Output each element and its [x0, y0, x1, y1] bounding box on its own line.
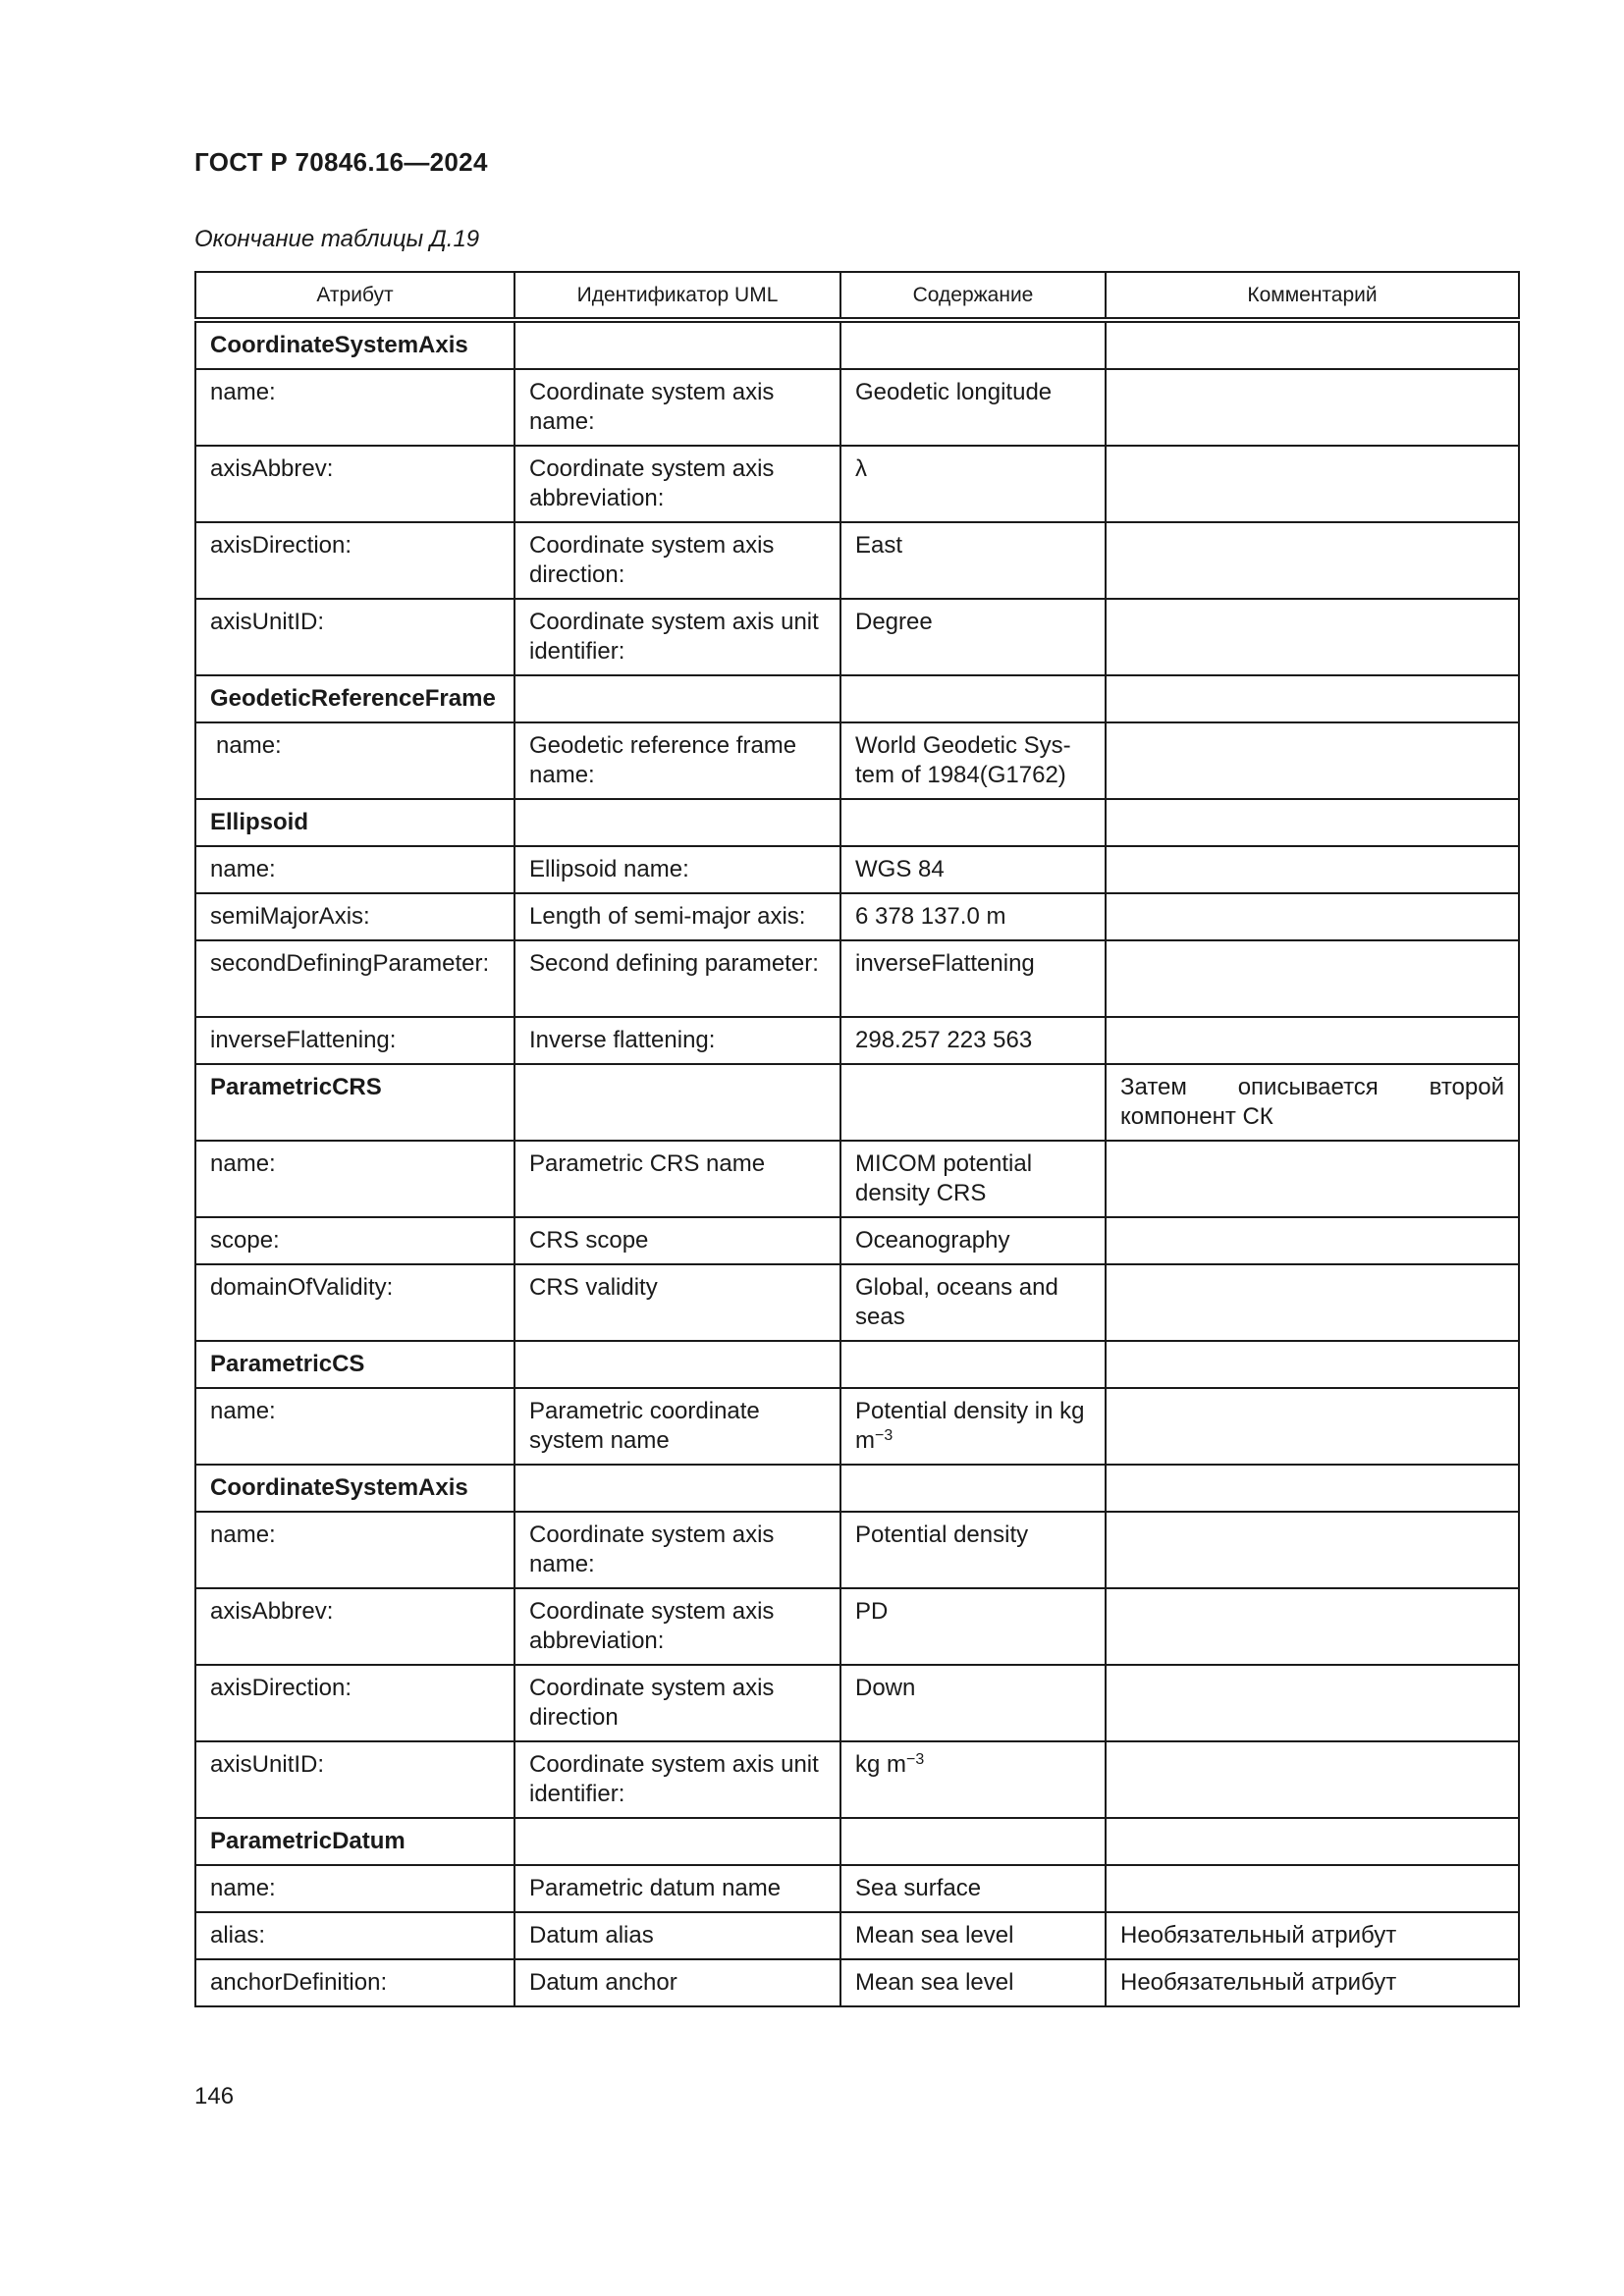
- cell-attribute-text: name:: [210, 1875, 276, 1901]
- cell-attribute-text: Ellipsoid: [210, 809, 309, 835]
- cell-attribute-text: name:: [216, 732, 282, 759]
- cell-content: [840, 893, 1106, 940]
- cell-attribute-text: name:: [210, 1150, 276, 1177]
- cell-uml-identifier-text: Datum anchor: [529, 1969, 677, 1996]
- cell-attribute: [195, 446, 514, 522]
- cell-content: [840, 1465, 1106, 1512]
- cell-uml-identifier-text: Parametric coordinate system name: [529, 1398, 760, 1454]
- table-row: [195, 1959, 1519, 2006]
- cell-attribute: [195, 320, 514, 369]
- cell-content: [840, 1818, 1106, 1865]
- cell-content: [840, 1665, 1106, 1741]
- table-row: [195, 1588, 1519, 1665]
- cell-content: [840, 940, 1106, 1017]
- column-header-content: Содержание: [840, 272, 1106, 320]
- cell-content-text: λ: [855, 455, 867, 482]
- cell-content: [840, 1064, 1106, 1141]
- cell-attribute: [195, 722, 514, 799]
- cell-comment: [1106, 675, 1519, 722]
- cell-comment-text: Необязательный атрибут: [1120, 1922, 1397, 1949]
- cell-attribute-text: name:: [210, 1398, 276, 1424]
- table-row: [195, 1017, 1519, 1064]
- cell-content: [840, 446, 1106, 522]
- cell-attribute: [195, 799, 514, 846]
- cell-uml-identifier-text: Second defining parameter:: [529, 950, 819, 977]
- cell-uml-identifier: [514, 1865, 840, 1912]
- table-row: [195, 846, 1519, 893]
- cell-attribute-text: axisDirection:: [210, 532, 352, 559]
- cell-content: [840, 1017, 1106, 1064]
- cell-comment-text: Затем описывается второй компонент СК: [1120, 1074, 1504, 1130]
- cell-uml-identifier: [514, 675, 840, 722]
- cell-content: [840, 1264, 1106, 1341]
- cell-content-text: Down: [855, 1675, 916, 1701]
- cell-comment: [1106, 1741, 1519, 1818]
- document-code: ГОСТ Р 70846.16—2024: [194, 147, 488, 177]
- table-header-row: [195, 272, 1519, 320]
- table-row: [195, 675, 1519, 722]
- cell-attribute-text: ParametricCS: [210, 1351, 365, 1377]
- cell-uml-identifier: [514, 1141, 840, 1217]
- cell-content: [840, 1512, 1106, 1588]
- column-header-attribute: Атрибут: [195, 272, 514, 320]
- cell-attribute: [195, 522, 514, 599]
- cell-attribute-text: GeodeticReferenceFrame: [210, 685, 496, 712]
- cell-comment: [1106, 446, 1519, 522]
- cell-uml-identifier-text: Coordinate system axis name:: [529, 379, 775, 435]
- cell-comment: [1106, 599, 1519, 675]
- cell-attribute: [195, 1912, 514, 1959]
- cell-content: [840, 1959, 1106, 2006]
- cell-uml-identifier: [514, 1512, 840, 1588]
- cell-comment: [1106, 940, 1519, 1017]
- cell-attribute: [195, 846, 514, 893]
- cell-uml-identifier: [514, 320, 840, 369]
- cell-content-text: Mean sea level: [855, 1969, 1014, 1996]
- cell-content: [840, 1912, 1106, 1959]
- cell-attribute: [195, 599, 514, 675]
- cell-uml-identifier-text: Coordinate system axis unit identifier:: [529, 609, 819, 665]
- cell-content: [840, 1588, 1106, 1665]
- cell-uml-identifier: [514, 599, 840, 675]
- table-row: [195, 1512, 1519, 1588]
- cell-attribute-text: name:: [210, 379, 276, 405]
- cell-content: [840, 1865, 1106, 1912]
- table-body: [195, 320, 1519, 2006]
- table-row: [195, 369, 1519, 446]
- cell-uml-identifier: [514, 1017, 840, 1064]
- cell-attribute-text: secondDefiningParameter:: [210, 950, 490, 977]
- cell-uml-identifier: [514, 1912, 840, 1959]
- cell-attribute-text: name:: [210, 856, 276, 882]
- unit-exponent: −3: [906, 1751, 925, 1768]
- cell-attribute-text: anchorDefinition:: [210, 1969, 388, 1996]
- cell-uml-identifier-text: Inverse flattening:: [529, 1027, 716, 1053]
- cell-content-text: kg m: [855, 1751, 907, 1778]
- table-row: [195, 722, 1519, 799]
- cell-content: [840, 320, 1106, 369]
- cell-uml-identifier-text: Coordinate system axis abbreviation:: [529, 455, 775, 511]
- cell-comment: [1106, 1465, 1519, 1512]
- cell-content-text: Degree: [855, 609, 933, 635]
- cell-content-text: Potential density: [855, 1522, 1029, 1548]
- table-row: [195, 893, 1519, 940]
- cell-content-text: Sea surface: [855, 1875, 982, 1901]
- cell-comment: [1106, 1341, 1519, 1388]
- cell-attribute-text: ParametricCRS: [210, 1074, 382, 1100]
- cell-content-text: PD: [855, 1598, 889, 1625]
- cell-comment: [1106, 522, 1519, 599]
- cell-content: [840, 675, 1106, 722]
- cell-attribute: [195, 1818, 514, 1865]
- table-row: [195, 446, 1519, 522]
- cell-uml-identifier-text: Coordinate system axis direction:: [529, 532, 775, 588]
- cell-attribute-text: CoordinateSystemAxis: [210, 332, 468, 358]
- cell-content-text: Geodetic longitude: [855, 379, 1053, 405]
- cell-attribute: [195, 1341, 514, 1388]
- table-row: [195, 320, 1519, 369]
- cell-comment: [1106, 1264, 1519, 1341]
- cell-content-text: MICOM potential density CRS: [855, 1150, 1033, 1206]
- cell-attribute: [195, 1959, 514, 2006]
- table-row: [195, 940, 1519, 1017]
- cell-uml-identifier-text: Coordinate system axis unit identifier:: [529, 1751, 819, 1807]
- cell-attribute: [195, 1512, 514, 1588]
- cell-content: [840, 722, 1106, 799]
- cell-content-text: World Geodetic Sys-tem of 1984(G1762): [855, 732, 1071, 788]
- cell-comment-text: Необязательный атрибут: [1120, 1969, 1397, 1996]
- cell-content: [840, 1388, 1106, 1465]
- cell-content: [840, 846, 1106, 893]
- cell-attribute: [195, 1264, 514, 1341]
- cell-comment: [1106, 1912, 1519, 1959]
- cell-attribute-text: axisAbbrev:: [210, 455, 334, 482]
- cell-uml-identifier: [514, 369, 840, 446]
- column-header-uml-identifier: Идентификатор UML: [514, 272, 840, 320]
- unit-exponent: −3: [875, 1427, 893, 1444]
- table-caption: Окончание таблицы Д.19: [194, 226, 480, 252]
- cell-content-text: inverseFlattening: [855, 950, 1035, 977]
- cell-attribute: [195, 1465, 514, 1512]
- table-row: [195, 1665, 1519, 1741]
- cell-attribute: [195, 1665, 514, 1741]
- cell-content: [840, 1217, 1106, 1264]
- cell-content-text: 298.257 223 563: [855, 1027, 1033, 1053]
- cell-content-text: Potential density in kg m: [855, 1398, 1085, 1454]
- cell-uml-identifier-text: Parametric CRS name: [529, 1150, 766, 1177]
- cell-attribute: [195, 1741, 514, 1818]
- cell-uml-identifier-text: Coordinate system axis direction: [529, 1675, 775, 1731]
- cell-content-text: Mean sea level: [855, 1922, 1014, 1949]
- cell-comment: [1106, 1388, 1519, 1465]
- cell-comment: [1106, 722, 1519, 799]
- cell-uml-identifier: [514, 940, 840, 1017]
- cell-comment: [1106, 893, 1519, 940]
- table-row: [195, 799, 1519, 846]
- cell-uml-identifier: [514, 1818, 840, 1865]
- cell-uml-identifier-text: Parametric datum name: [529, 1875, 782, 1901]
- cell-attribute: [195, 1217, 514, 1264]
- cell-uml-identifier: [514, 446, 840, 522]
- cell-uml-identifier: [514, 522, 840, 599]
- cell-content: [840, 1341, 1106, 1388]
- cell-attribute: [195, 940, 514, 1017]
- cell-content: [840, 1141, 1106, 1217]
- cell-attribute-text: axisUnitID:: [210, 1751, 325, 1778]
- cell-attribute: [195, 1141, 514, 1217]
- cell-uml-identifier-text: Coordinate system axis name:: [529, 1522, 775, 1577]
- cell-attribute-text: scope:: [210, 1227, 280, 1254]
- cell-comment: [1106, 1665, 1519, 1741]
- cell-comment: [1106, 1588, 1519, 1665]
- cell-attribute: [195, 1064, 514, 1141]
- cell-uml-identifier: [514, 1741, 840, 1818]
- table-row: [195, 522, 1519, 599]
- table-row: [195, 1064, 1519, 1141]
- table-row: [195, 599, 1519, 675]
- cell-uml-identifier-text: Geodetic reference frame name:: [529, 732, 797, 788]
- cell-attribute: [195, 1388, 514, 1465]
- table-row: [195, 1388, 1519, 1465]
- cell-uml-identifier-text: Coordinate system axis abbreviation:: [529, 1598, 775, 1654]
- cell-uml-identifier: [514, 1665, 840, 1741]
- cell-content-text: East: [855, 532, 903, 559]
- cell-content-text: Global, oceans and seas: [855, 1274, 1058, 1330]
- column-header-comment: Комментарий: [1106, 272, 1519, 320]
- table-row: [195, 1912, 1519, 1959]
- cell-uml-identifier: [514, 1388, 840, 1465]
- cell-comment: [1106, 1141, 1519, 1217]
- cell-uml-identifier: [514, 1217, 840, 1264]
- cell-content: [840, 369, 1106, 446]
- page-number: 146: [194, 2083, 235, 2109]
- cell-attribute-text: axisUnitID:: [210, 609, 325, 635]
- cell-comment: [1106, 1217, 1519, 1264]
- cell-attribute-text: axisAbbrev:: [210, 1598, 334, 1625]
- cell-attribute-text: axisDirection:: [210, 1675, 352, 1701]
- cell-uml-identifier: [514, 1264, 840, 1341]
- cell-comment: [1106, 846, 1519, 893]
- cell-comment: [1106, 1017, 1519, 1064]
- cell-uml-identifier-text: CRS scope: [529, 1227, 649, 1254]
- table-row: [195, 1818, 1519, 1865]
- cell-comment: [1106, 1959, 1519, 2006]
- cell-attribute-text: inverseFlattening:: [210, 1027, 397, 1053]
- cell-content: [840, 1741, 1106, 1818]
- cell-uml-identifier: [514, 1341, 840, 1388]
- attribute-table: [194, 271, 1520, 2007]
- cell-attribute: [195, 369, 514, 446]
- cell-comment: [1106, 1512, 1519, 1588]
- cell-attribute-text: name:: [210, 1522, 276, 1548]
- cell-attribute-text: domainOfValidity:: [210, 1274, 394, 1301]
- cell-content-text: 6 378 137.0 m: [855, 903, 1006, 930]
- cell-comment: [1106, 799, 1519, 846]
- cell-attribute: [195, 1017, 514, 1064]
- cell-uml-identifier: [514, 1959, 840, 2006]
- cell-comment: [1106, 1064, 1519, 1141]
- cell-content-text: WGS 84: [855, 856, 945, 882]
- cell-content: [840, 799, 1106, 846]
- cell-uml-identifier: [514, 893, 840, 940]
- cell-uml-identifier-text: Ellipsoid name:: [529, 856, 689, 882]
- cell-uml-identifier: [514, 722, 840, 799]
- cell-uml-identifier-text: Length of semi-major axis:: [529, 903, 806, 930]
- table-row: [195, 1741, 1519, 1818]
- cell-attribute-text: ParametricDatum: [210, 1828, 406, 1854]
- cell-comment: [1106, 1818, 1519, 1865]
- cell-attribute-text: CoordinateSystemAxis: [210, 1474, 468, 1501]
- cell-uml-identifier: [514, 799, 840, 846]
- cell-attribute: [195, 1588, 514, 1665]
- table-row: [195, 1341, 1519, 1388]
- table-row: [195, 1141, 1519, 1217]
- cell-comment: [1106, 320, 1519, 369]
- cell-content: [840, 599, 1106, 675]
- cell-attribute-text: semiMajorAxis:: [210, 903, 370, 930]
- cell-attribute-text: alias:: [210, 1922, 266, 1949]
- cell-uml-identifier: [514, 1064, 840, 1141]
- cell-uml-identifier: [514, 1588, 840, 1665]
- cell-uml-identifier: [514, 846, 840, 893]
- cell-comment: [1106, 369, 1519, 446]
- table-row: [195, 1465, 1519, 1512]
- table-row: [195, 1264, 1519, 1341]
- cell-attribute: [195, 893, 514, 940]
- cell-uml-identifier-text: Datum alias: [529, 1922, 654, 1949]
- cell-uml-identifier-text: CRS validity: [529, 1274, 658, 1301]
- cell-uml-identifier: [514, 1465, 840, 1512]
- cell-content-text: Oceanography: [855, 1227, 1010, 1254]
- cell-content: [840, 522, 1106, 599]
- cell-attribute: [195, 675, 514, 722]
- cell-comment: [1106, 1865, 1519, 1912]
- cell-attribute: [195, 1865, 514, 1912]
- table-row: [195, 1865, 1519, 1912]
- table-row: [195, 1217, 1519, 1264]
